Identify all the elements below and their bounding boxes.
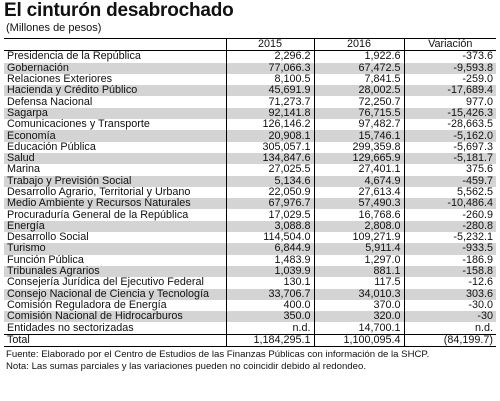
cell-dependency: Educación Pública	[4, 142, 226, 153]
cell-variation: -5,181.7	[404, 153, 496, 164]
cell-2016: 76,715.5	[314, 108, 404, 119]
table-row	[4, 130, 496, 141]
page-title: El cinturón desabrochado	[4, 0, 234, 21]
cell-dependency: Entidades no sectorizadas	[4, 322, 226, 334]
cell-dependency: Hacienda y Crédito Público	[4, 85, 226, 96]
cell-2016: 28,002.5	[314, 85, 404, 96]
cell-2016: 7,841.5	[314, 74, 404, 85]
table-row	[4, 142, 496, 153]
table-row	[4, 85, 496, 96]
cell-variation: -933.5	[404, 243, 496, 254]
table-row	[4, 63, 496, 74]
cell-2016: 67,472.5	[314, 63, 404, 74]
cell-2015: 2,296.2	[226, 51, 314, 63]
table-row	[4, 255, 496, 266]
cell-2015: 3,088.8	[226, 221, 314, 232]
source-note: Fuente: Elaborado por el Centro de Estudios de las Finanzas Públicas con información de la SHCP.	[6, 349, 430, 361]
table-row	[4, 277, 496, 288]
cell-dependency: Comunicaciones y Transporte	[4, 119, 226, 130]
column-header-2015: 2015	[226, 39, 314, 51]
cell-variation: -9,593.8	[404, 63, 496, 74]
cell-2015: 77,066.3	[226, 63, 314, 74]
cell-2015: 71,273.7	[226, 96, 314, 107]
cell-2015: 20,908.1	[226, 130, 314, 141]
cell-2016: 97,482.7	[314, 119, 404, 130]
cell-2015: 33,706.7	[226, 289, 314, 300]
cell-dependency: Medio Ambiente y Recursos Naturales	[4, 198, 226, 209]
cell-2015: 114,504.0	[226, 232, 314, 243]
cell-dependency: Gobernación	[4, 63, 226, 74]
table-row	[4, 108, 496, 119]
cell-dependency: Energía	[4, 221, 226, 232]
cell-2016: 320.0	[314, 311, 404, 322]
cell-2015: 8,100.5	[226, 74, 314, 85]
cell-variation: -259.0	[462, 73, 493, 86]
cell-variation: 375.6	[465, 164, 493, 176]
cell-2016: 27,401.1	[314, 164, 404, 175]
table-row	[4, 96, 496, 107]
cell-2016: 57,490.3	[314, 198, 404, 209]
cell-variation: -186.9	[462, 254, 493, 266]
page-subtitle: (Millones de pesos)	[6, 22, 102, 34]
cell-variation: -15,426.3	[404, 108, 496, 119]
cell-variation: -28,663.5	[447, 119, 493, 131]
cell-dependency: Función Pública	[4, 255, 226, 266]
cell-2015: 126,146.2	[226, 119, 314, 130]
cell-variation: -30.0	[468, 299, 493, 311]
table-row	[4, 74, 496, 85]
cell-2015: 400.0	[226, 300, 314, 311]
table-row	[4, 266, 496, 277]
rounding-note: Nota: Las sumas parciales y las variaciones pueden no coincidir debido al redondeo.	[6, 360, 366, 372]
cell-2016: 370.0	[314, 300, 404, 311]
cell-variation: -158.8	[404, 266, 496, 277]
cell-2016: 14,700.1	[314, 322, 404, 334]
cell-2015: 134,847.6	[226, 153, 314, 164]
cell-variation: -373.6	[462, 50, 493, 63]
cell-variation: n.d.	[474, 322, 493, 334]
table-row	[4, 221, 496, 232]
cell-variation: -5,162.0	[404, 130, 496, 141]
cell-dependency: Defensa Nacional	[4, 96, 226, 107]
cell-dependency: Economía	[4, 130, 226, 141]
cell-2016: 34,010.3	[314, 289, 404, 300]
cell-variation: -5,232.1	[453, 232, 493, 244]
cell-2015: 6,844.9	[226, 243, 314, 254]
cell-2015: n.d.	[226, 322, 314, 334]
table-row	[4, 153, 496, 164]
cell-2016: 1,100,095.4	[314, 334, 404, 346]
cell-2015: 92,141.8	[226, 108, 314, 119]
cell-variation: 977.0	[465, 96, 493, 108]
cell-2015: 17,029.5	[226, 209, 314, 220]
table-row	[4, 209, 496, 220]
cell-variation: -10,486.4	[404, 198, 496, 209]
cell-variation: -17,689.4	[404, 85, 496, 96]
cell-variation: -280.8	[404, 221, 496, 232]
cell-2015: 45,691.9	[226, 85, 314, 96]
table-row	[4, 232, 496, 243]
cell-variation: -5,697.3	[453, 141, 493, 153]
cell-variation: -459.7	[404, 176, 496, 187]
cell-2015: 22,050.9	[226, 187, 314, 198]
table-row	[4, 119, 496, 130]
table-row	[4, 311, 496, 322]
table-row	[4, 164, 496, 175]
cell-2016: 16,768.6	[314, 209, 404, 220]
cell-2016: 2,808.0	[314, 221, 404, 232]
cell-variation: -12.6	[468, 277, 493, 289]
cell-2015: 305,057.1	[226, 142, 314, 153]
cell-dependency: Comisión Reguladora de Energía	[4, 300, 226, 311]
cell-dependency: Procuraduría General de la República	[4, 209, 226, 220]
cell-dependency: Marina	[4, 164, 226, 175]
table-row	[4, 300, 496, 311]
cell-dependency: Relaciones Exteriores	[4, 74, 226, 85]
cell-variation: 303.6	[404, 289, 496, 300]
cell-2016: 1,922.6	[314, 51, 404, 63]
cell-2016: 129,665.9	[314, 153, 404, 164]
cell-2015: 1,483.9	[226, 255, 314, 266]
column-header-2016: 2016	[314, 39, 404, 51]
table-row	[4, 243, 496, 254]
table-row	[4, 187, 496, 198]
cell-2015: 350.0	[226, 311, 314, 322]
budget-table	[4, 38, 496, 347]
cell-2016: 5,911.4	[314, 243, 404, 254]
cell-2016: 4,674.9	[314, 176, 404, 187]
cell-dependency: Tribunales Agrarios	[4, 266, 226, 277]
cell-dependency: Presidencia de la República	[4, 51, 226, 63]
column-header-dependency	[4, 39, 226, 51]
cell-2016: 1,297.0	[314, 255, 404, 266]
table-header-row	[4, 39, 496, 51]
cell-variation: -260.9	[462, 209, 493, 221]
cell-variation: -30	[404, 311, 496, 322]
cell-2016: 881.1	[314, 266, 404, 277]
column-header-variation: Variación	[404, 39, 496, 51]
cell-dependency: Trabajo y Previsión Social	[4, 176, 226, 187]
cell-2016: 72,250.7	[314, 96, 404, 107]
table-row	[4, 289, 496, 300]
table-row	[4, 176, 496, 187]
cell-2015: 1,184,295.1	[226, 334, 314, 346]
cell-dependency: Total	[4, 334, 226, 346]
table-body	[4, 51, 496, 347]
cell-dependency: Consejo Nacional de Ciencia y Tecnología	[4, 289, 226, 300]
table-row	[4, 198, 496, 209]
cell-2015: 27,025.5	[226, 164, 314, 175]
cell-dependency: Consejería Jurídica del Ejecutivo Federal	[4, 277, 226, 288]
cell-variation: (84,199.7)	[404, 334, 496, 346]
cell-2016: 15,746.1	[314, 130, 404, 141]
table-total-row	[4, 334, 496, 346]
cell-2015: 130.1	[226, 277, 314, 288]
table-row	[4, 322, 496, 334]
cell-dependency: Salud	[4, 153, 226, 164]
table-row	[4, 51, 496, 63]
cell-2015: 67,976.7	[226, 198, 314, 209]
cell-2015: 1,039.9	[226, 266, 314, 277]
cell-2015: 5,134.6	[226, 176, 314, 187]
cell-dependency: Desarrollo Agrario, Territorial y Urbano	[4, 187, 226, 198]
cell-2016: 109,271.9	[314, 232, 404, 243]
infographic	[4, 0, 496, 372]
cell-dependency: Comisión Nacional de Hidrocarburos	[4, 311, 226, 322]
cell-2016: 27,613.4	[314, 187, 404, 198]
cell-2016: 299,359.8	[314, 142, 404, 153]
cell-dependency: Desarrollo Social	[4, 232, 226, 243]
cell-variation: 5,562.5	[456, 186, 493, 198]
cell-dependency: Turismo	[4, 243, 226, 254]
cell-dependency: Sagarpa	[4, 108, 226, 119]
cell-2016: 117.5	[314, 277, 404, 288]
